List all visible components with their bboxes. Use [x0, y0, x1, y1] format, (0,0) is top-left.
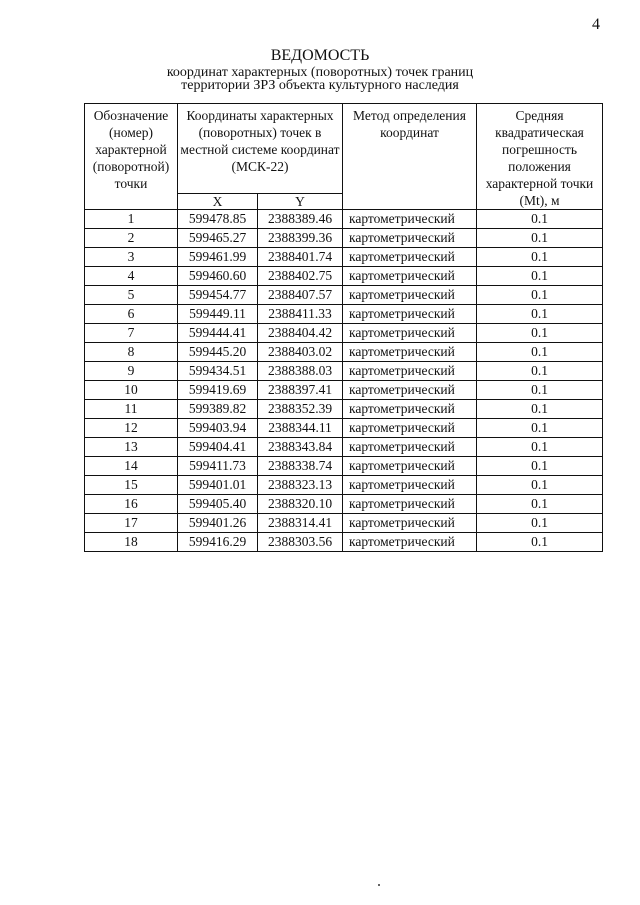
table-row: [85, 286, 603, 305]
page-speck: [378, 884, 380, 886]
table-row: [85, 248, 603, 267]
cell-mean-error: 0.1: [477, 286, 603, 305]
cell-mean-error: 0.1: [477, 476, 603, 495]
cell-method: картометрический: [343, 381, 477, 400]
cell-method: картометрический: [343, 495, 477, 514]
table-row: [85, 362, 603, 381]
cell-x: 599401.26: [178, 514, 258, 533]
cell-mean-error: 0.1: [477, 495, 603, 514]
cell-mean-error: 0.1: [477, 438, 603, 457]
cell-method: картометрический: [343, 229, 477, 248]
cell-point-number: 3: [85, 248, 178, 267]
cell-y: 2388338.74: [258, 457, 343, 476]
cell-x: 599434.51: [178, 362, 258, 381]
cell-method: картометрический: [343, 533, 477, 552]
cell-x: 599416.29: [178, 533, 258, 552]
cell-y: 2388388.03: [258, 362, 343, 381]
cell-method: картометрический: [343, 267, 477, 286]
cell-point-number: 10: [85, 381, 178, 400]
cell-point-number: 2: [85, 229, 178, 248]
cell-y: 2388323.13: [258, 476, 343, 495]
cell-point-number: 12: [85, 419, 178, 438]
cell-mean-error: 0.1: [477, 533, 603, 552]
cell-point-number: 13: [85, 438, 178, 457]
table-row: [85, 305, 603, 324]
table-row: [85, 419, 603, 438]
cell-point-number: 9: [85, 362, 178, 381]
cell-method: картометрический: [343, 210, 477, 229]
cell-point-number: 7: [85, 324, 178, 343]
header-x: X: [178, 194, 258, 210]
table-row: [85, 229, 603, 248]
cell-y: 2388407.57: [258, 286, 343, 305]
table-row: [85, 495, 603, 514]
cell-mean-error: 0.1: [477, 400, 603, 419]
cell-y: 2388411.33: [258, 305, 343, 324]
cell-y: 2388343.84: [258, 438, 343, 457]
header-point-designation: Обозначение (номер) характерной (поворотной) точки: [85, 104, 178, 210]
cell-mean-error: 0.1: [477, 343, 603, 362]
cell-method: картометрический: [343, 286, 477, 305]
cell-y: 2388320.10: [258, 495, 343, 514]
cell-point-number: 5: [85, 286, 178, 305]
cell-mean-error: 0.1: [477, 229, 603, 248]
cell-x: 599404.41: [178, 438, 258, 457]
coordinates-table: [84, 103, 603, 552]
table-row: [85, 267, 603, 286]
cell-method: картометрический: [343, 400, 477, 419]
cell-point-number: 15: [85, 476, 178, 495]
cell-method: картометрический: [343, 343, 477, 362]
cell-y: 2388314.41: [258, 514, 343, 533]
cell-y: 2388399.36: [258, 229, 343, 248]
cell-method: картометрический: [343, 419, 477, 438]
document-subtitle-line-2: территории ЗРЗ объекта культурного наследия: [181, 78, 459, 93]
cell-mean-error: 0.1: [477, 457, 603, 476]
table-row: [85, 457, 603, 476]
cell-y: 2388303.56: [258, 533, 343, 552]
cell-point-number: 14: [85, 457, 178, 476]
table-row: [85, 381, 603, 400]
cell-mean-error: 0.1: [477, 210, 603, 229]
cell-y: 2388401.74: [258, 248, 343, 267]
cell-method: картометрический: [343, 305, 477, 324]
cell-x: 599449.11: [178, 305, 258, 324]
table-row: [85, 343, 603, 362]
cell-x: 599478.85: [178, 210, 258, 229]
header-mean-error: Средняя квадратическая погрешность положения характерной точки (Mt), м: [477, 104, 603, 210]
cell-method: картометрический: [343, 457, 477, 476]
document-title: ВЕДОМОСТЬ: [270, 47, 370, 64]
cell-mean-error: 0.1: [477, 381, 603, 400]
table-row: [85, 438, 603, 457]
table-row: [85, 210, 603, 229]
cell-mean-error: 0.1: [477, 305, 603, 324]
cell-y: 2388404.42: [258, 324, 343, 343]
cell-y: 2388403.02: [258, 343, 343, 362]
cell-y: 2388397.41: [258, 381, 343, 400]
cell-point-number: 17: [85, 514, 178, 533]
cell-point-number: 8: [85, 343, 178, 362]
cell-x: 599401.01: [178, 476, 258, 495]
cell-mean-error: 0.1: [477, 362, 603, 381]
cell-x: 599465.27: [178, 229, 258, 248]
cell-method: картометрический: [343, 248, 477, 267]
cell-x: 599405.40: [178, 495, 258, 514]
document-subtitle-line-1: координат характерных (поворотных) точек границ: [166, 65, 474, 80]
table-row: [85, 533, 603, 552]
cell-method: картометрический: [343, 324, 477, 343]
cell-x: 599460.60: [178, 267, 258, 286]
cell-x: 599444.41: [178, 324, 258, 343]
table-row: [85, 476, 603, 495]
cell-method: картометрический: [343, 476, 477, 495]
table-row: [85, 324, 603, 343]
cell-x: 599454.77: [178, 286, 258, 305]
cell-x: 599461.99: [178, 248, 258, 267]
cell-y: 2388402.75: [258, 267, 343, 286]
cell-point-number: 16: [85, 495, 178, 514]
cell-y: 2388352.39: [258, 400, 343, 419]
cell-point-number: 6: [85, 305, 178, 324]
cell-method: картометрический: [343, 438, 477, 457]
cell-mean-error: 0.1: [477, 324, 603, 343]
cell-y: 2388344.11: [258, 419, 343, 438]
page-number: 4: [592, 16, 600, 33]
cell-x: 599411.73: [178, 457, 258, 476]
cell-x: 599419.69: [178, 381, 258, 400]
cell-mean-error: 0.1: [477, 267, 603, 286]
cell-point-number: 18: [85, 533, 178, 552]
cell-y: 2388389.46: [258, 210, 343, 229]
cell-x: 599389.82: [178, 400, 258, 419]
table-row: [85, 400, 603, 419]
cell-point-number: 11: [85, 400, 178, 419]
header-coordinates: Координаты характерных (поворотных) точек в местной системе координат (МСК-22): [178, 104, 343, 194]
header-y: Y: [258, 194, 343, 210]
cell-point-number: 1: [85, 210, 178, 229]
cell-method: картометрический: [343, 362, 477, 381]
cell-mean-error: 0.1: [477, 514, 603, 533]
cell-method: картометрический: [343, 514, 477, 533]
cell-x: 599403.94: [178, 419, 258, 438]
header-method: Метод определения координат: [343, 104, 477, 210]
cell-mean-error: 0.1: [477, 419, 603, 438]
cell-x: 599445.20: [178, 343, 258, 362]
cell-mean-error: 0.1: [477, 248, 603, 267]
table-row: [85, 514, 603, 533]
cell-point-number: 4: [85, 267, 178, 286]
